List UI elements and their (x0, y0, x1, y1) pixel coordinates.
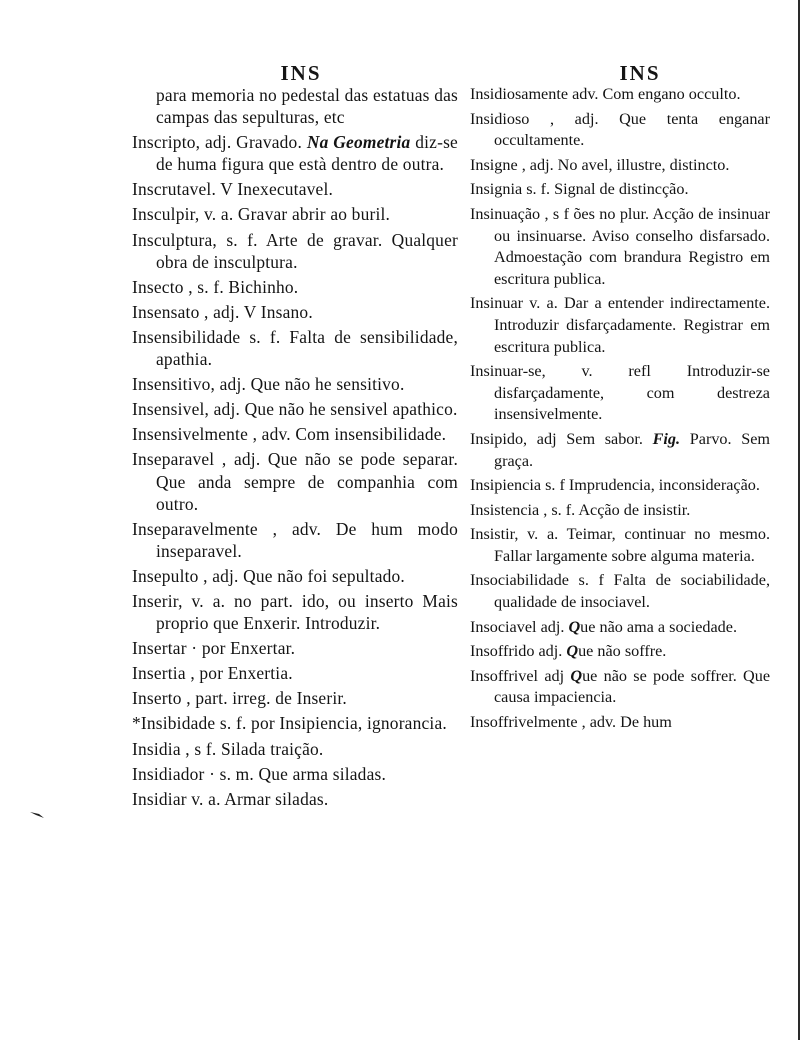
dictionary-entry (470, 475, 770, 497)
entry-definition-cont: ue não se pode soffrer. Que causa impaciencia. (494, 666, 771, 707)
dictionary-entry (132, 373, 458, 395)
entry-headword: Insoffrido (470, 642, 535, 661)
dictionary-entry (132, 131, 458, 175)
entry-definition-cont: diz-se de huma figura que està dentro de outra. (156, 132, 458, 175)
entry-headword: Insensivelmente (132, 424, 249, 445)
entry-definition-cont: Parvo. Sem graça. (494, 429, 771, 470)
entry-headword: Inscripto, (132, 132, 201, 153)
right-running-header: INS (619, 61, 661, 85)
entry-definition: , s. f. Bichinho. (188, 276, 299, 297)
dictionary-entry (132, 763, 458, 785)
dictionary-entry (470, 84, 770, 106)
right-entry-list (470, 84, 770, 734)
entry-headword: Inscrutavel. (132, 179, 217, 200)
entry-definition: adv. Com engano occulto. (572, 85, 741, 103)
entry-headword: Inserto (132, 688, 182, 709)
dictionary-entry (470, 155, 770, 177)
entry-definition: v. a. Dar a entender indirectamente. Introduzir disfarçadamente. Registrar em escritura publica. (494, 294, 771, 356)
entry-headword: Insecto (132, 276, 184, 297)
dictionary-entry (132, 637, 458, 659)
dictionary-entry (132, 423, 458, 445)
entry-italic-term: Q (566, 642, 579, 661)
dictionary-entry (470, 712, 770, 734)
left-entry-list (132, 131, 458, 810)
entry-definition: , s. f. Acção de insistir. (543, 500, 691, 519)
entry-definition: v. a. Gravar abrir ao buril. (204, 204, 391, 225)
dictionary-entry (132, 590, 458, 634)
entry-headword: Inserir, (132, 590, 183, 611)
entry-definition: , adj. No avel, illustre, distincto. (521, 155, 730, 174)
entry-definition: v. a. Armar siladas. (191, 788, 329, 809)
entry-headword: Insidia (132, 738, 181, 759)
entry-headword: Insertia (132, 663, 186, 684)
entry-headword: Insipiencia (470, 476, 542, 495)
entry-definition: · por Enxertar. (191, 638, 296, 659)
dictionary-entry (470, 429, 770, 472)
dictionary-entry (470, 361, 770, 426)
entry-definition: , adv. De hum modo inseparavel. (156, 518, 458, 561)
entry-headword: Insipido, (470, 429, 528, 448)
dictionary-entry (132, 326, 458, 370)
dictionary-entry (132, 788, 458, 810)
entry-definition: s. f. por Insipiencia, ignorancia. (219, 713, 447, 734)
entry-definition: s. f. Arte de gravar. Qualquer obra de insculptura. (156, 229, 458, 272)
entry-definition: adj. (540, 617, 565, 636)
entry-headword: Insertar (132, 638, 187, 659)
entry-definition: , adv. Com insensibilidade. (252, 424, 447, 445)
entry-headword: Insoffrivelmente (470, 713, 578, 732)
dictionary-entry (470, 293, 770, 358)
entry-headword: Insensivel, (132, 399, 210, 420)
dictionary-entry (132, 398, 458, 420)
entry-definition: s. f. Signal de distincção. (526, 180, 689, 199)
entry-headword: Insidiador (132, 763, 205, 784)
entry-headword: Insculptura, (132, 229, 217, 250)
entry-definition: adj. (538, 642, 563, 661)
entry-headword: Inseparavel (132, 449, 215, 470)
dictionary-entry (132, 178, 458, 200)
dictionary-entry (132, 518, 458, 562)
entry-headword: Insensato (132, 301, 200, 322)
entry-headword: *Insibidade (132, 713, 216, 734)
dictionary-entry (470, 500, 770, 522)
entry-headword: Insignia (470, 180, 523, 199)
dictionary-entry (132, 203, 458, 225)
entry-headword: Insistir, (470, 525, 519, 544)
entry-definition: s. f. Falta de sensibilidade, apathia. (156, 326, 458, 370)
entry-definition: v. a. Teimar, continuar no mesmo. Fallar largamente sobre alguma materia. (494, 525, 771, 565)
entry-definition: , adj. V Insano. (204, 301, 313, 322)
dictionary-entry (470, 109, 770, 152)
entry-headword: Insculpir, (132, 204, 200, 225)
left-running-header: INS (280, 61, 322, 85)
entry-definition: adj (544, 666, 565, 685)
dictionary-entry (132, 712, 458, 734)
entry-headword: Insidiosamente (470, 85, 569, 103)
entry-italic-term: Q (568, 617, 581, 636)
entry-headword: Insidioso (470, 109, 530, 128)
entry-definition: , s f ões no plur. Acção de insinuar ou insinuarse. Aviso conselho disfarsado. Admoestação com brandura Registro em escritura publica. (494, 204, 771, 288)
entry-definition: adj. Gravado. (204, 132, 303, 153)
continuation-text: para memoria no pedestal das estatuas das campas das sepulturas, etc (156, 85, 458, 128)
entry-definition: v. a. no part. ido, ou inserto Mais proprio que Enxerir. Introduzir. (156, 590, 458, 634)
dictionary-entry (132, 276, 458, 298)
entry-headword: Insociavel (470, 617, 537, 636)
entry-headword: Insensitivo, (132, 374, 216, 395)
entry-definition: , adj. Que não se pode separar. Que anda sempre de companhia com outro. (156, 449, 458, 514)
entry-definition: V Inexecutavel. (220, 179, 334, 200)
entry-headword: Insociabilidade (470, 571, 569, 590)
entry-definition: , por Enxertia. (190, 663, 293, 684)
entry-definition-cont: ue não soffre. (578, 642, 667, 661)
entry-definition: adj Sem sabor. (536, 429, 643, 448)
entry-headword: Insinuar-se, (470, 362, 546, 381)
right-column (470, 62, 770, 737)
entry-definition-cont: ue não ama a sociedade. (580, 617, 738, 636)
dictionary-entry (470, 179, 770, 201)
entry-headword: Insensibilidade (132, 326, 241, 347)
entry-headword: Insistencia (470, 500, 540, 519)
dictionary-entry (132, 662, 458, 684)
dictionary-entry (470, 617, 770, 639)
dictionary-entry (470, 641, 770, 663)
entry-definition: , s f. Silada traição. (185, 738, 324, 759)
dictionary-entry (132, 229, 458, 273)
entry-headword: Insinuação (470, 204, 541, 223)
entry-definition: , adj. Que tenta enganar occultamente. (494, 109, 770, 150)
entry-italic-term: Fig. (652, 429, 681, 448)
entry-italic-term: Na Geometria (306, 132, 411, 153)
entry-headword: Insidiar (132, 788, 187, 809)
entry-italic-term: Q (570, 666, 583, 685)
entry-definition: s. f Falta de sociabilidade, qualidade de insociavel. (494, 571, 770, 612)
dictionary-entry (132, 738, 458, 760)
entry-definition: , part. irreg. de Inserir. (186, 688, 347, 709)
dictionary-entry (470, 570, 770, 613)
ink-smudge-mark (30, 810, 44, 818)
left-column (132, 62, 458, 813)
dictionary-entry (132, 448, 458, 514)
entry-headword: Insinuar (470, 294, 524, 313)
dictionary-entry (470, 666, 770, 709)
entry-headword: Insepulto (132, 565, 199, 586)
entry-definition: , adj. Que não foi sepultado. (203, 565, 405, 586)
entry-definition: , adv. De hum (581, 713, 672, 732)
entry-headword: Insigne (470, 155, 518, 174)
entry-definition: · s. m. Que arma siladas. (209, 763, 387, 784)
dictionary-entry (470, 524, 770, 567)
entry-definition: adj. Que não he sensitivo. (219, 374, 405, 395)
entry-headword: Insoffrivel (470, 666, 539, 685)
dictionary-entry (132, 687, 458, 709)
dictionary-entry (470, 204, 770, 290)
entry-definition: adj. Que não he sensivel apathico. (213, 399, 458, 420)
entry-definition: s. f Imprudencia, inconsideração. (545, 476, 760, 495)
entry-definition: v. refl Introduzir-se disfarçadamente, com destreza insensivelmente. (494, 362, 770, 424)
dictionary-entry (132, 301, 458, 323)
dictionary-entry (132, 565, 458, 587)
entry-headword: Inseparavelmente (132, 518, 258, 539)
